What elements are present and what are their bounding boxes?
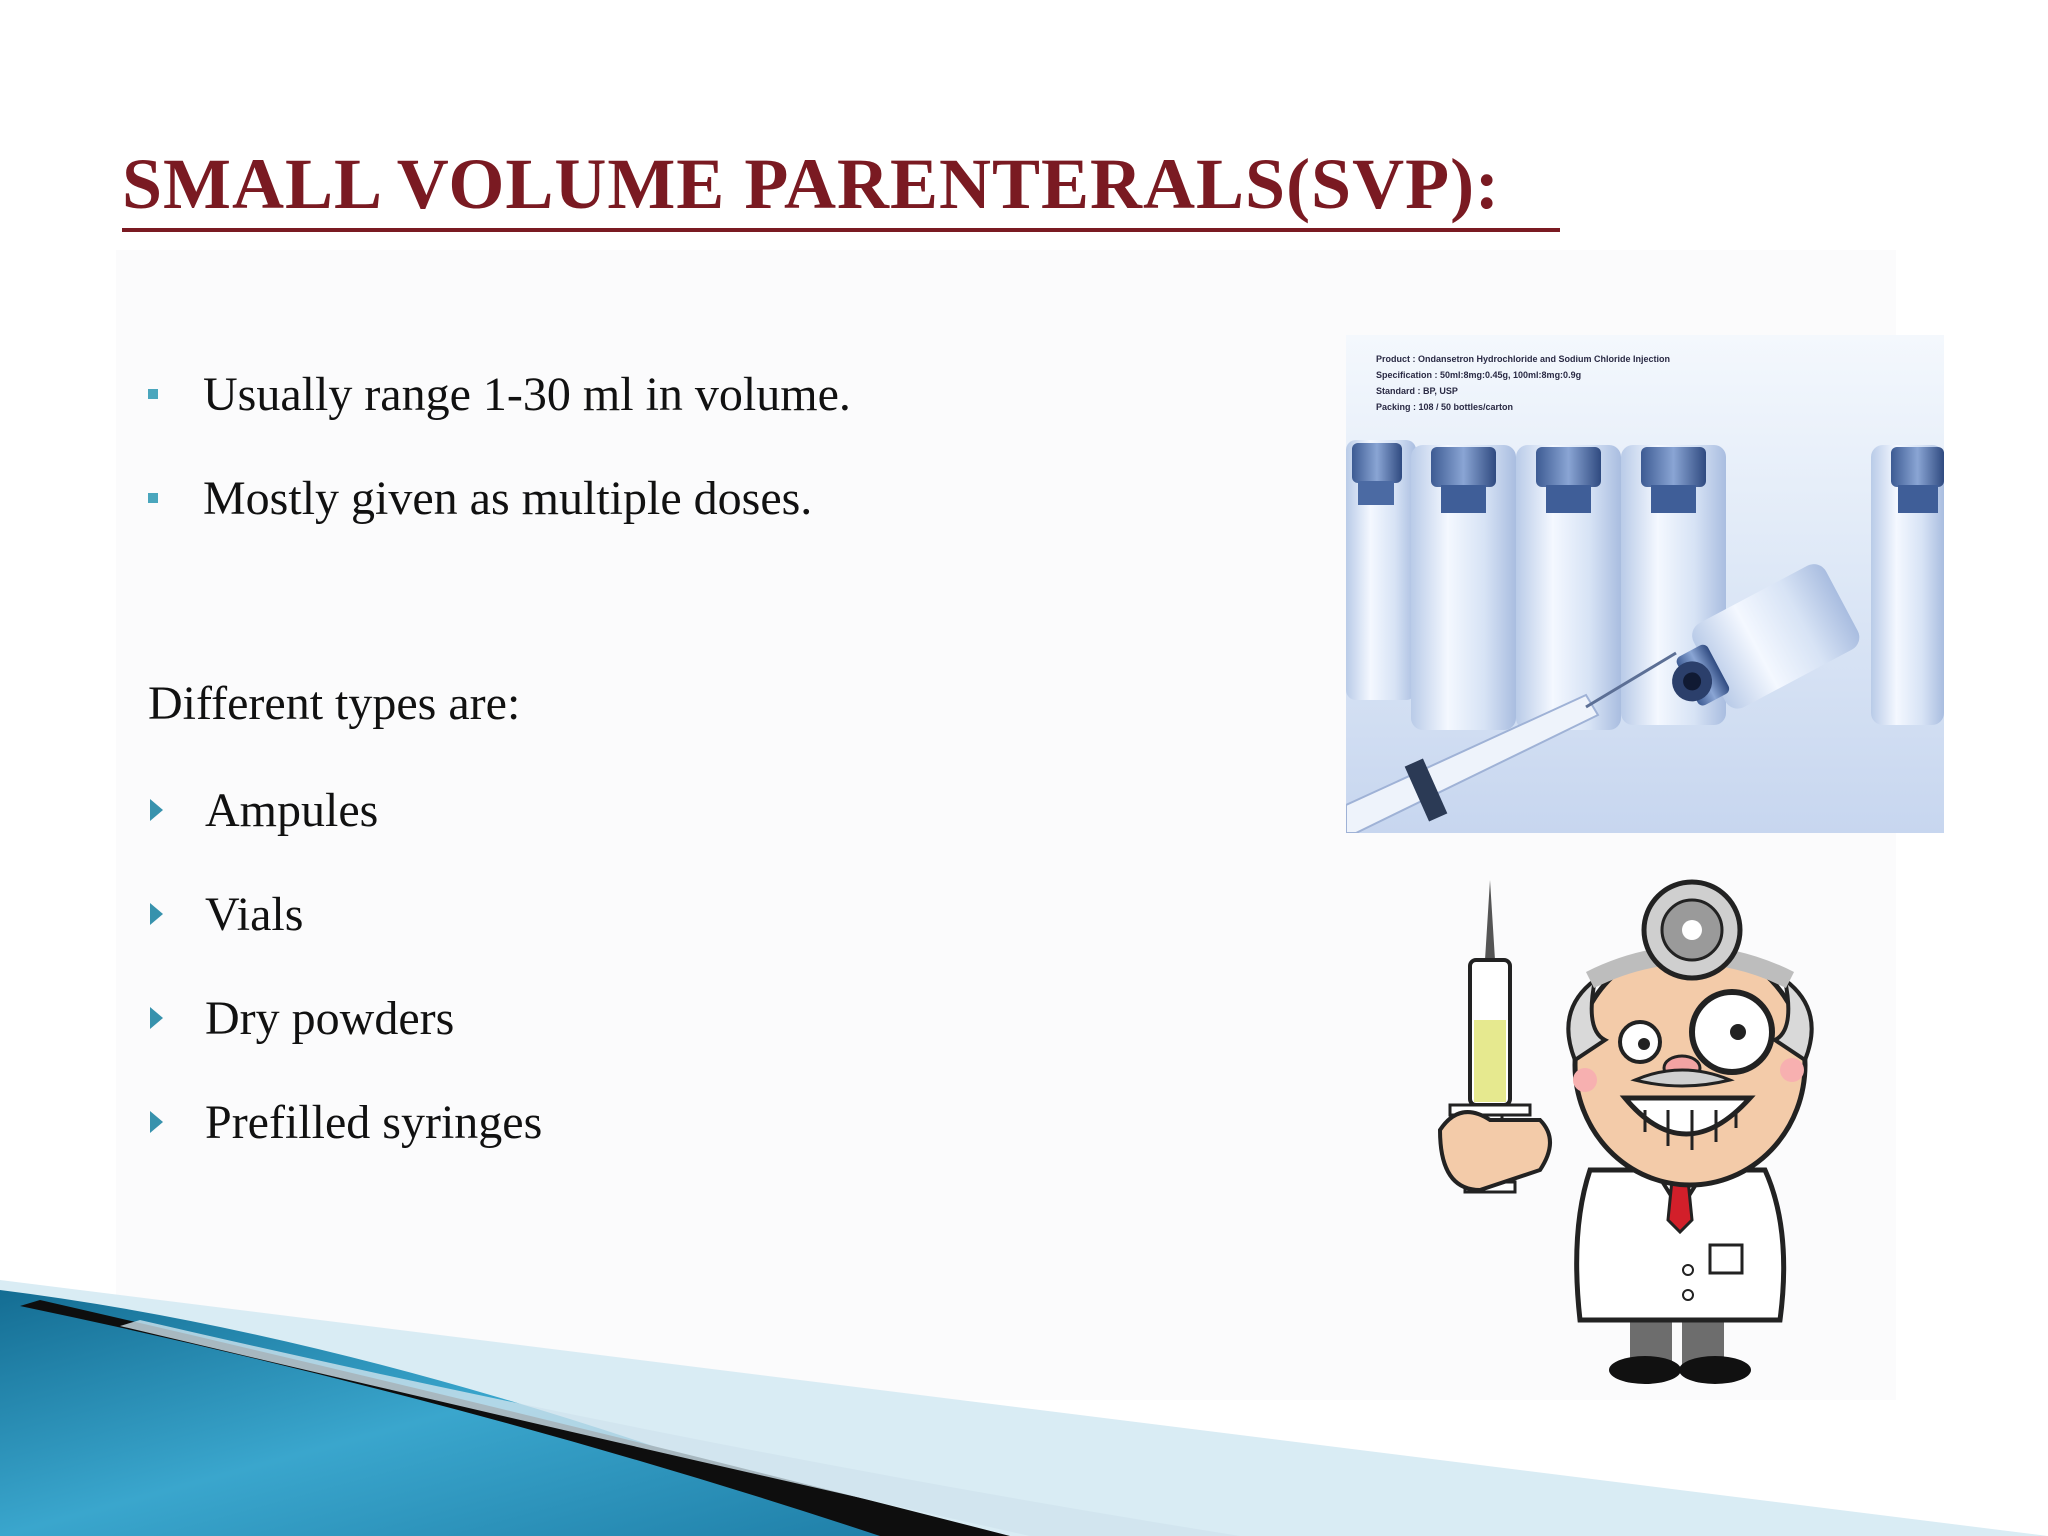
type-text: Dry powders [205, 991, 455, 1045]
decorative-swoosh [0, 1280, 2048, 1536]
type-item-prefilled-syringes [148, 1092, 542, 1152]
triangle-right-icon [150, 1007, 163, 1029]
caption-line: Packing : 108 / 50 bottles/carton [1376, 402, 1514, 412]
vials-syringe-photo [1346, 335, 1944, 833]
bullet-item-doses [148, 468, 812, 528]
type-text: Prefilled syringes [205, 1095, 543, 1149]
type-item-ampules [148, 780, 378, 840]
triangle-right-icon [150, 1111, 163, 1133]
bullet-text: Usually range 1-30 ml in volume. [203, 367, 851, 421]
square-bullet-icon [148, 389, 158, 399]
caption-line: Specification : 50ml:8mg:0.45g, 100ml:8mg:0.9g [1376, 370, 1582, 380]
type-text: Vials [205, 887, 304, 941]
type-text: Ampules [205, 783, 379, 837]
bullet-text: Mostly given as multiple doses. [203, 471, 813, 525]
type-item-dry-powders [148, 988, 454, 1048]
vial [1871, 445, 1944, 725]
caption-line: Product : Ondansetron Hydrochloride and Sodium Chloride Injection [1376, 354, 1671, 364]
bullet-item-volume [148, 364, 851, 424]
vial [1516, 445, 1621, 730]
square-bullet-icon [148, 493, 158, 503]
types-heading: Different types are: [148, 677, 521, 730]
vials-illustration [1346, 335, 1944, 833]
vial [1346, 440, 1416, 700]
vial [1411, 445, 1516, 730]
title-underline [122, 228, 1560, 232]
triangle-right-icon [150, 903, 163, 925]
caption-line: Standard : BP, USP [1376, 386, 1458, 396]
slide-title: SMALL VOLUME PARENTERALS(SVP): [122, 144, 1501, 224]
type-item-vials [148, 884, 303, 944]
triangle-right-icon [150, 799, 163, 821]
